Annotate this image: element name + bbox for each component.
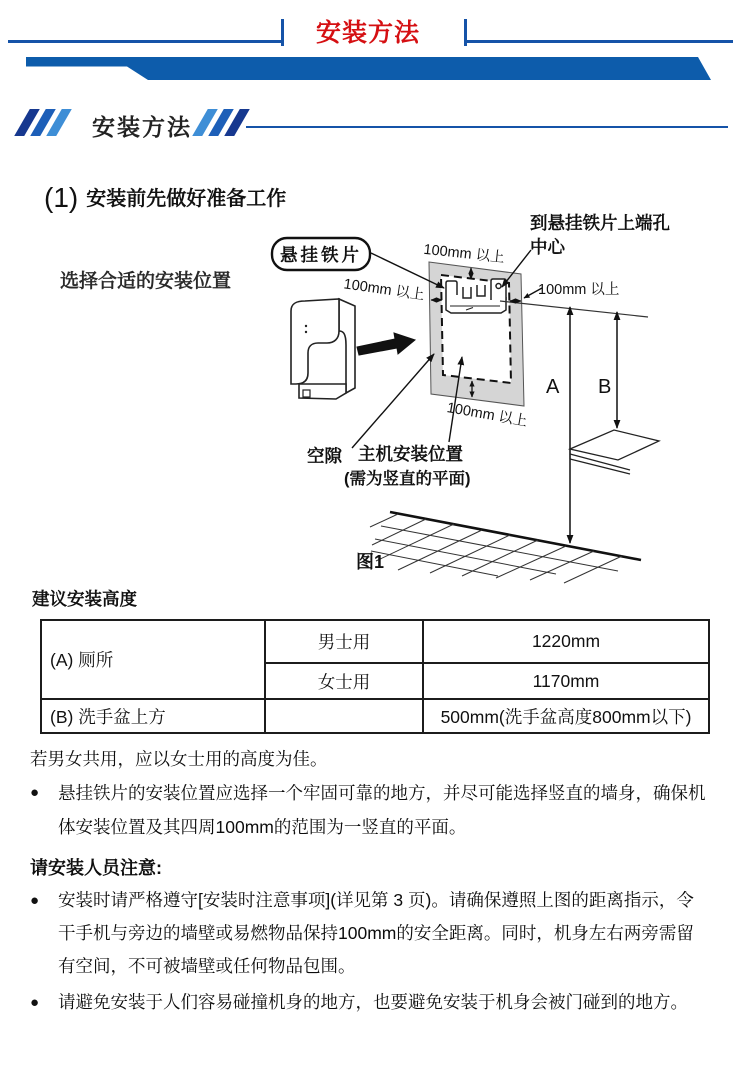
section-title: 安装方法: [92, 114, 192, 140]
clearance-label-bottom: 100mm 以上: [445, 400, 529, 430]
table-cell-a-label: (A) 厕所: [41, 620, 265, 699]
dim-label-b: B: [598, 376, 612, 398]
hand-dryer-drawing: [291, 299, 355, 399]
header-stripe: [0, 0, 740, 100]
note-bullet3-text: 请避免安装于人们容易碰撞机身的地方，也要避免安装于机身会被门碰到的地方。: [58, 992, 688, 1012]
mount-position-label: 主机安装位置: [358, 444, 463, 464]
header-title: 安装方法: [315, 19, 420, 47]
table-title: 建议安装高度: [32, 589, 137, 609]
bullet-icon: ●: [30, 784, 40, 801]
table-cell-women: 女士用: [265, 663, 423, 699]
callout-bracket-box: [272, 238, 370, 270]
clearance-label-left: 100mm 以上: [342, 276, 426, 304]
step-number: (1): [44, 182, 79, 213]
note-bullet1-text: 悬挂铁片的安装位置应选择一个牢固可靠的地方，并尽可能选择竖直的墙身，确保机体安装位置及其四周100mm的范围为一竖直的平面。: [58, 783, 706, 837]
note-bullet2: [30, 884, 710, 983]
figure-caption: 图1: [356, 552, 385, 572]
mount-note-label: (需为竖直的平面): [344, 470, 471, 488]
table-cell-b-label: (B) 洗手盆上方: [41, 699, 265, 733]
table-cell-b-value: 500mm(洗手盆高度800mm以下): [423, 699, 709, 733]
dim-label-a: A: [546, 376, 560, 398]
shelf-drawing: [570, 430, 659, 474]
clearance-label-right: 100mm 以上: [538, 282, 620, 298]
floor-grid: [370, 512, 641, 583]
bullet-icon: ●: [30, 994, 40, 1011]
direction-arrow-icon: [357, 333, 415, 355]
installer-heading: 请安装人员注意:: [30, 858, 162, 878]
wall-panel: [429, 262, 524, 406]
note-bullet3: [30, 986, 710, 1019]
section-rule: [246, 126, 728, 128]
note-bullet1: [30, 776, 710, 844]
bullet-icon: ●: [30, 892, 40, 909]
note-bullet2-text: 安装时请严格遵守[安装时注意事项](详见第 3 页)。请确保遵照上图的距离指示，令干手机与旁边的墙壁或易燃物品保持100mm的安全距离。同时，机身左右两旁需留有空间，不可被墙壁或任何物品包围。: [58, 890, 694, 976]
hole-label-line1: 到悬挂铁片上端孔: [530, 213, 670, 233]
hole-label-line2: 中心: [530, 237, 565, 257]
bracket-label: 悬挂铁片: [280, 245, 362, 265]
clearance-label-top: 100mm 以上: [422, 241, 506, 267]
installation-figure: [0, 195, 740, 585]
height-table: [40, 619, 710, 734]
table-cell-women-value: 1170mm: [423, 663, 709, 699]
gap-label: 空隙: [307, 446, 342, 466]
note-shared: 若男女共用，应以女士用的高度为佳。: [30, 749, 328, 769]
table-cell-b-empty: [265, 699, 423, 733]
table-cell-men: 男士用: [265, 620, 423, 663]
side-note: 选择合适的安装位置: [60, 271, 232, 292]
step-title: 安装前先做好准备工作: [86, 188, 287, 210]
table-cell-men-value: 1220mm: [423, 620, 709, 663]
